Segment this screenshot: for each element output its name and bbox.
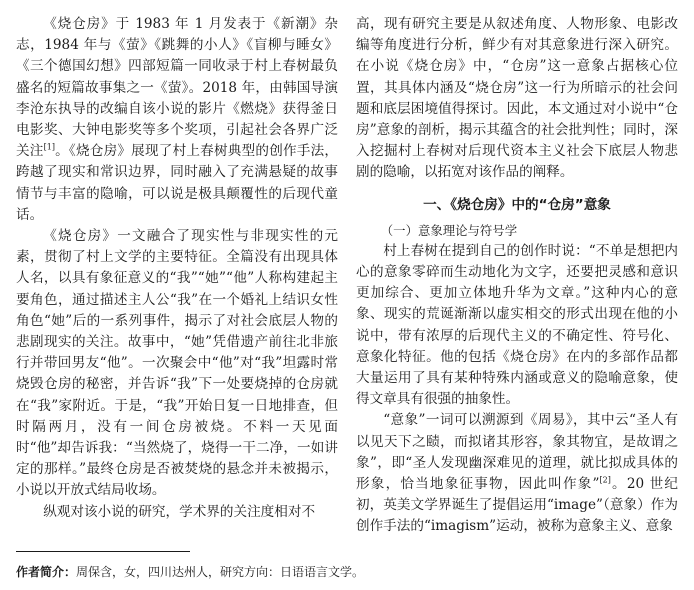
image-origin-paragraph [356, 410, 678, 537]
sub-heading: （一）意象理论与符号学 [380, 222, 518, 238]
citation-2: [2] [599, 475, 611, 485]
murakami-quote-paragraph: 村上春树在提到自己的创作时说：“不单是想把内心的意象零碎而生动地化为文字，还要把灵感和意识更加综合、更加立体地升华为文章。”这种内心的意象、现实的荒诞渐渐以虚实相交的形式出现在他的小说中，带有浓厚的后现代主义的不确定性、符号化、意象化特征。他的包括《烧仓房》在内的多部作品都大量运用了具有某种特殊内涵或意义的隐喻意象，使得文章具有很强的抽象性。 [356, 242, 678, 408]
right-column [356, 14, 678, 538]
left-column [16, 14, 338, 523]
intro-text-2: 。《烧仓房》展现了村上春树典型的创作手法，跨越了现实和常识边界，同时融入了充满悬疑的故事情节与丰富的隐喻，可以说是极具颠覆性的后现代童话。 [16, 143, 339, 223]
intro-paragraph [16, 14, 338, 226]
image-origin-text-2: 。20 世纪初，英美文学界诞生了提倡运用“image”（意象）作为创作手法的“imagism”运动，被称为意象主义、意象 [356, 476, 679, 535]
citation-1: [1] [43, 142, 55, 152]
footnote-label: 作者简介： [16, 565, 77, 579]
footnote-divider [16, 551, 190, 552]
intro-text-1: 《烧仓房》于 1983 年 1 月发表于《新潮》杂志，1984 年与《萤》《跳舞的小人》《盲柳与睡女》《三个德国幻想》四部短篇一同收录于村上春树最负盛名的短篇故事集之一《萤》。2018 年，由韩国导演李沧东执导的改编自该小说的影片《燃烧》获得釜日电影奖、大钟电影奖等多个奖项，引起社会各界广泛关注 [16, 16, 338, 160]
footnote-text: 周保含，女，四川达州人，研究方向：日语语言文学。 [76, 565, 365, 579]
plot-paragraph: 《烧仓房》一文融合了现实性与非现实性的元素，贯彻了村上文学的主要特征。全篇没有出现具体人名，以具有象征意义的“我”“她”“他”人称构建起主要角色，通过描述主人公“我”在一个婚礼上结识女性角色“她”后的一系列事件，揭示了对社会底层人物的悲剧现实的关注。故事中，“她”凭借遗产前往北非旅行并带回男友“他”。一次聚会中“他”对“我”坦露时常烧毁仓房的秘密，并告诉“我”下一处要烧掉的仓房就在“我”家附近。于是，“我”开始日复一日地排查，但时隔两月，没有一间仓房被烧。不料一天见面时“他”却告诉我：“当然烧了，烧得一干二净，一如讲定的那样。”最终仓房是否被焚烧的悬念并未被揭示，小说以开放式结局收场。 [16, 228, 338, 499]
research-paragraph-start: 纵观对该小说的研究，学术界的关注度相对不 [43, 503, 316, 520]
section-heading: 一、《烧仓房》中的“仓房”意象 [423, 196, 611, 213]
author-footnote [16, 563, 676, 581]
image-origin-text-1: “意象”一词可以溯源到《周易》，其中云“圣人有以见天下之赜，而拟诸其形容，象其物宜，是故谓之象”，即“圣人发现幽深难见的道理，就比拟成具体的形象，恰当地象征事物，因此叫作象” [356, 412, 678, 493]
research-paragraph-continued: 高，现有研究主要是从叙述角度、人物形象、电影改编等角度进行分析，鲜少有对其意象进行深入研究。在小说《烧仓房》中，“仓房”这一意象占据核心位置，其具体内涵及“烧仓房”这一行为所暗示的社会问题和底层困境值得探讨。因此，本文通过对小说中“仓房”意象的剖析，揭示其蕴含的社会批判性；同时，深入挖掘村上春树对后现代资本主义社会下底层人物悲剧的隐喻，以拓宽对该作品的阐释。 [356, 16, 678, 181]
